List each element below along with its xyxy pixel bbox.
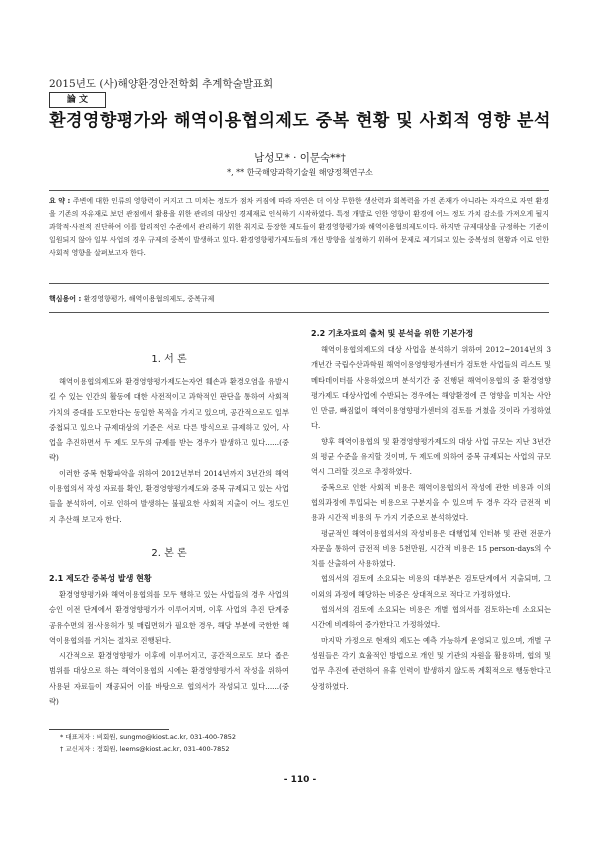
section-heading-body: 2. 본 론 — [151, 548, 187, 559]
keywords-label: 핵심용어 : — [49, 295, 84, 303]
subsection-2-1-body — [49, 587, 289, 709]
conference-header: 2015년도 (사)해양환경안전학회 추계학술발표회 — [49, 78, 274, 90]
abstract-label: 요 약 : — [49, 197, 73, 205]
body-paragraph: 해역이용협의제도의 대상 사업을 분석하기 위하여 2012~2014년의 3개년간 국립수산과학원 해역이용영향평가센터가 검토한 사업들의 리스트 및 메타데이터를 사용하였으며 분석기간 중 진행된 해역이용협의 중 환경영향평가제도 대상사업에 수반되는 경우에는 해양환경에 큰 영향을 미치는 사안인 만큼, 빠짐없이 해역이용영향평가센터의 검토를 거쳤을 것이라 가정하였다. — [311, 345, 551, 431]
intro-body — [49, 374, 289, 527]
body-paragraph: 마지막 가정으로 현재의 제도는 예측 가능하게 운영되고 있으며, 개별 구성원들은 각기 효율적인 방법으로 개인 및 기관의 자원을 활용하며, 협의 및 업무 추진에 관련하여 유휴 인력이 발생하지 않도록 계획적으로 행동한다고 상정하였다. — [311, 635, 551, 691]
footnotes — [60, 731, 236, 755]
author-line: 남성모* · 이문숙**† — [254, 152, 346, 164]
section-heading-intro: 1. 서 론 — [151, 354, 187, 365]
body-paragraph: 협의서의 검토에 소요되는 비용의 대부분은 검토단계에서 지출되며, 그 이외의 과정에 해당하는 비중은 상대적으로 적다고 가정하였다. — [311, 574, 551, 599]
abstract-text: 주변에 대한 인류의 영향력이 커지고 그 미치는 정도가 점차 커짐에 따라 자연은 더 이상 무한한 생산력과 회복력을 가진 존재가 아니라는 자각으로 자연 환경을 기존의 자유재로 보던 관점에서 활용을 위한 관리의 대상인 경제재로 인식하기 시작하였다. 특정 개발로 인한 영향이 환경에 어느 정도 가치 감소를 가져오게 될지 과학적·사전적 진단하여 이를 합리적인 수준에서 관리하기 위한 취지로 등장한 제도들이 환경영향평가와 해역이용협의제도이다. 하지만 규제대상을 규정하는 기준이 일원되지 않아 일부 사업의 경우 규제의 중복이 발생하고 있다. 환경영향평가제도들의 개선 방향을 설정하기 위하여 문제로 제기되고 있는 중복성의 현황과 이로 인한 사회적 영향을 살펴보고자 한다. — [49, 197, 549, 257]
body-paragraph: 평균적인 해역이용협의서의 작성비용은 대행업체 인터뷰 및 관련 전문가 자문을 통하여 금전적 비용 5천만원, 시간적 비용은 15 person-days의 수치를 산출하여 사용하였다. — [311, 528, 551, 569]
abstract-bottom-rule — [49, 283, 549, 284]
footnote-corresponding-author: † 교신저자 : 정회원, leems@kiost.ac.kr, 031-400-7852 — [60, 745, 230, 753]
body-paragraph: 향후 해역이용협의 및 환경영향평가제도의 대상 사업 규모는 지난 3년간의 평균 수준을 유지할 것이며, 두 제도에 의하여 중복 규제되는 사업의 규모 역시 그러할 것으로 추정하였다. — [311, 436, 551, 477]
intro-paragraph: 해역이용협의제도와 환경영향평가제도는자연 훼손과 환경오염을 유발시킬 수 있는 인간의 활동에 대한 사전적이고 과학적인 판단을 통하여 사회적 가치의 증대를 도모한다는 동일한 목적을 가지고 있으며, 공간적으로도 일부 중첩되고 있으나 규제대상의 기준은 서로 다른 방식으로 규제하고 있어, 사업을 추진하면서 두 제도 모두의 규제를 받는 경우가 발생하고 있다......(중략) — [49, 377, 289, 463]
paper-title: 환경영향평가와 해역이용협의제도 중복 현황 및 사회적 영향 분석 — [49, 111, 551, 131]
keywords-text: 환경영향평가, 해역이용협의제도, 중복규제 — [83, 295, 215, 303]
page-number: - 110 - — [283, 775, 317, 785]
subsection-heading-2-2: 2.2 기초자료의 출처 및 분석을 위한 기본가정 — [311, 329, 474, 338]
keywords-bottom-rule — [49, 312, 549, 313]
body-paragraph: 중복으로 인한 사회적 비용은 해역이용협의서 작성에 관한 비용과 이의 협의과정에 투입되는 비용으로 구분지을 수 있으며 두 경우 각각 금전적 비용과 시간적 비용의 두 가지 기준으로 분석하였다. — [311, 482, 551, 523]
body-paragraph: 시간적으로 환경영향평가 이후에 이루어지고, 공간적으로도 보다 좁은 범위를 대상으로 하는 해역이용협의 시에는 환경영향평가서 작성을 위하여 사용된 자료들이 재공되어 이를 바탕으로 협의서가 작성되고 있다......(중략) — [49, 651, 289, 707]
intro-paragraph: 이러한 중복 현황파악을 위하여 2012년부터 2014년까지 3년간의 해역이용협의서 작성 자료를 확인, 환경영향평가제도와 중복 규제되고 있는 사업들을 분석하여, 이로 인하여 발생하는 불필요한 사회적 지출이 어느 정도인지 추산해 보고자 한다. — [49, 468, 289, 524]
keywords — [49, 294, 549, 304]
abstract-top-rule — [49, 190, 549, 191]
footnote-rule — [49, 729, 169, 730]
abstract — [49, 195, 549, 260]
article-type-tag: 論 文 — [49, 92, 106, 108]
footnote-lead-author: * 대표저자 : 비회원, sungmo@kiost.ac.kr, 031-400-7852 — [60, 733, 237, 741]
body-paragraph: 협의서의 검토에 소요되는 비용은 개별 협의서를 검토하는데 소요되는 시간에 비례하여 증가한다고 가정하였다. — [311, 605, 551, 630]
subsection-heading-2-1: 2.1 제도간 중복성 발생 현황 — [49, 574, 152, 583]
subsection-2-2-body — [311, 342, 551, 694]
body-paragraph: 환경영향평가와 해역이용협의를 모두 행하고 있는 사업들의 경우 사업의 승인 이전 단계에서 환경영향평가가 이루어지며, 이후 사업의 추진 단계중 공유수면의 점·사용허가 및 매립면허가 필요한 경우, 해당 부분에 국한한 해역이용협의를 거치는 절차로 진행된다. — [49, 590, 289, 645]
affiliation-line: *, ** 한국해양과학기술원 해양정책연구소 — [227, 168, 373, 177]
